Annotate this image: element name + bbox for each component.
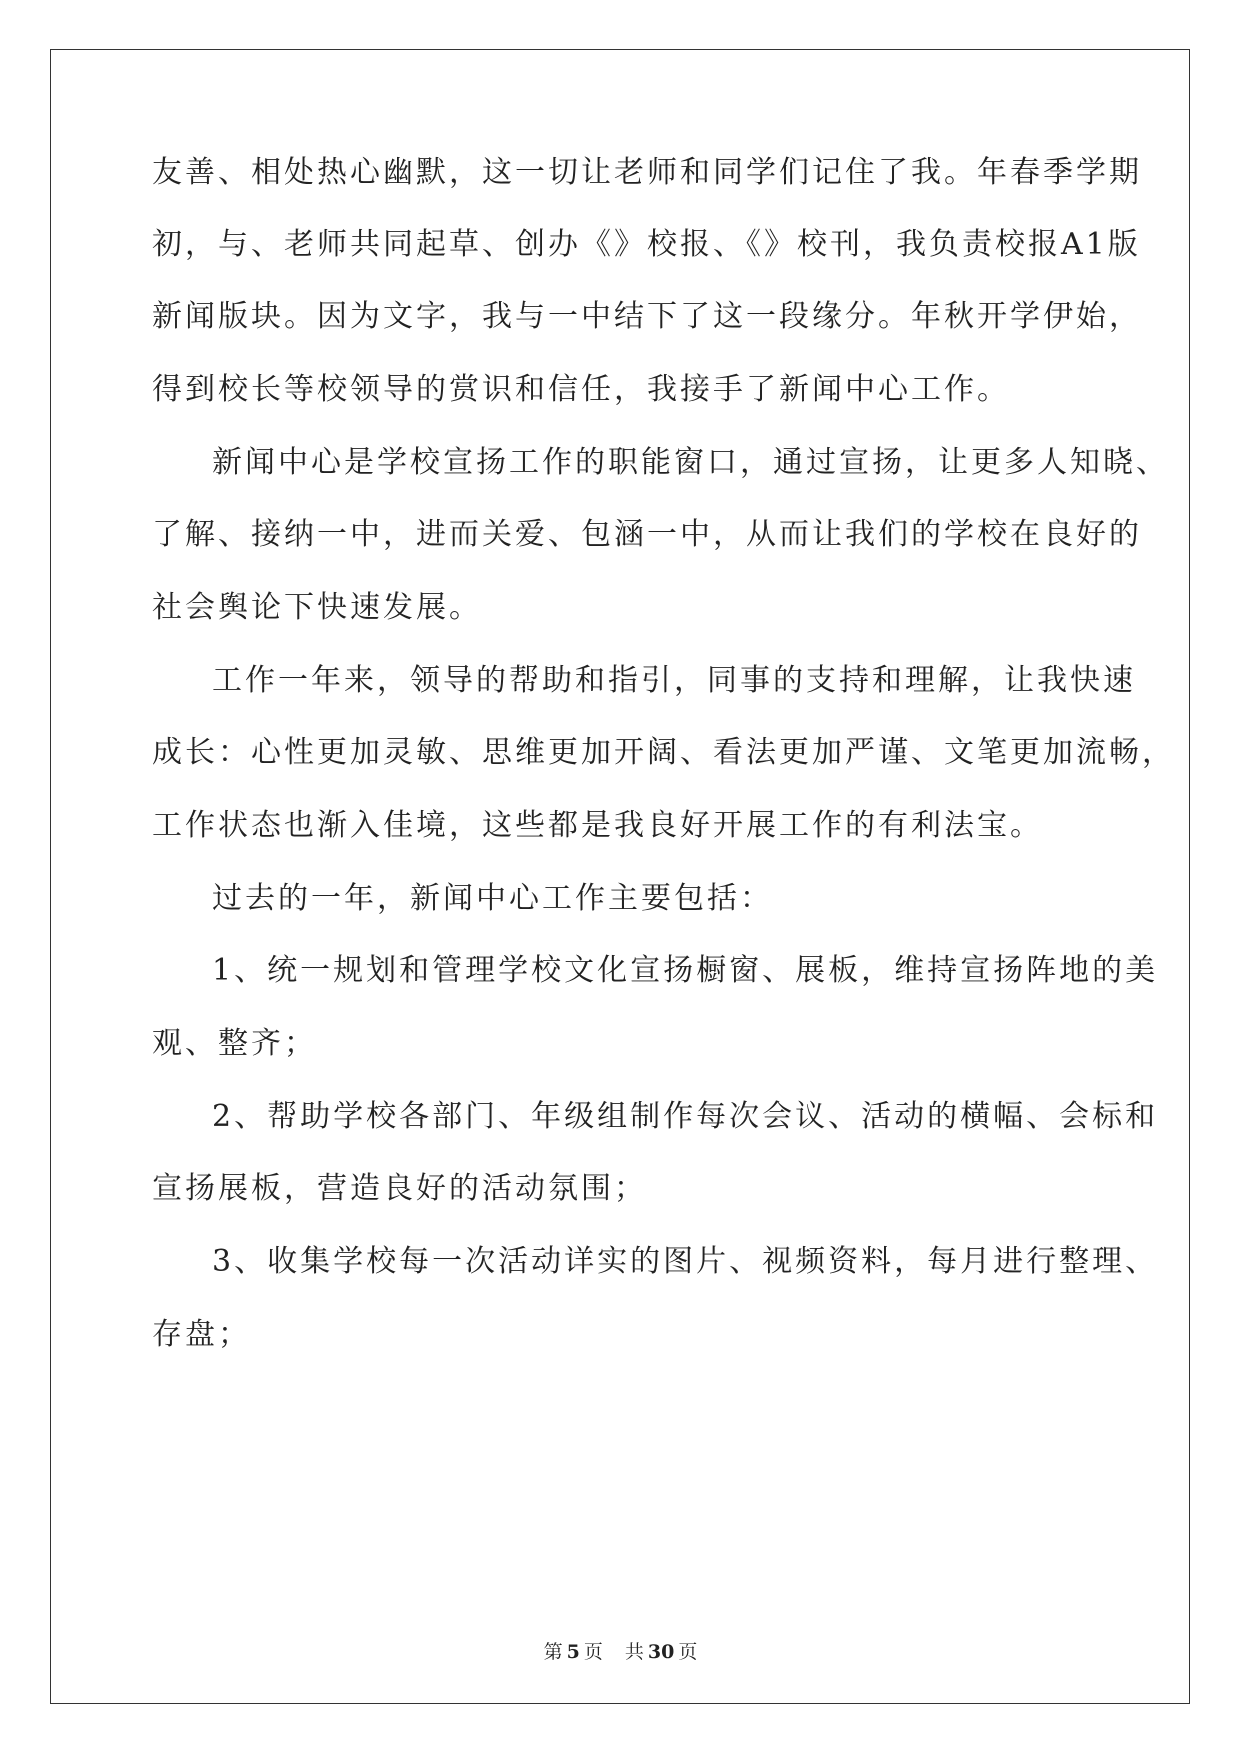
page-border — [50, 49, 1190, 1704]
page-suffix: 页 — [583, 1641, 603, 1663]
text-line: 初，与、老师共同起草、创办《》校报、《》校刊，我负责校报A1版 — [152, 227, 1141, 262]
text-line: 新闻版块。因为文字，我与一中结下了这一段缘分。年秋开学伊始， — [152, 299, 1142, 334]
list-item-line: 1、统一规划和管理学校文化宣扬橱窗、展板，维持宣扬阵地的美 — [212, 953, 1159, 988]
list-item-line: 2、帮助学校各部门、年级组制作每次会议、活动的横幅、会标和 — [212, 1099, 1159, 1134]
text-line: 工作状态也渐入佳境，这些都是我良好开展工作的有利法宝。 — [152, 808, 1043, 843]
page-footer — [0, 1637, 1241, 1664]
text-line: 成长：心性更加灵敏、思维更加开阔、看法更加严谨、文笔更加流畅， — [152, 735, 1175, 770]
text-line: 得到校长等校领导的赏识和信任，我接手了新闻中心工作。 — [152, 372, 1010, 407]
text-line: 宣扬展板，营造良好的活动氛围； — [152, 1171, 647, 1206]
text-line: 观、整齐； — [152, 1026, 317, 1061]
total-pages: 30 — [647, 1641, 675, 1663]
text-line: 社会舆论下快速发展。 — [152, 590, 482, 625]
paragraph-first-line: 过去的一年，新闻中心工作主要包括： — [212, 881, 773, 916]
total-prefix: 共 — [624, 1641, 644, 1663]
text-line: 了解、接纳一中，进而关爱、包涵一中，从而让我们的学校在良好的 — [152, 517, 1142, 552]
total-suffix: 页 — [678, 1641, 698, 1663]
page-number: 5 — [566, 1641, 580, 1663]
paragraph-first-line: 新闻中心是学校宣扬工作的职能窗口，通过宣扬，让更多人知晓、 — [212, 445, 1169, 480]
paragraph-first-line: 工作一年来，领导的帮助和指引，同事的支持和理解，让我快速 — [212, 663, 1136, 698]
list-item-line: 3、收集学校每一次活动详实的图片、视频资料，每月进行整理、 — [212, 1244, 1159, 1279]
text-line: 友善、相处热心幽默，这一切让老师和同学们记住了我。年春季学期 — [152, 155, 1142, 190]
text-line: 存盘； — [152, 1317, 251, 1352]
page-prefix: 第 — [543, 1641, 563, 1663]
